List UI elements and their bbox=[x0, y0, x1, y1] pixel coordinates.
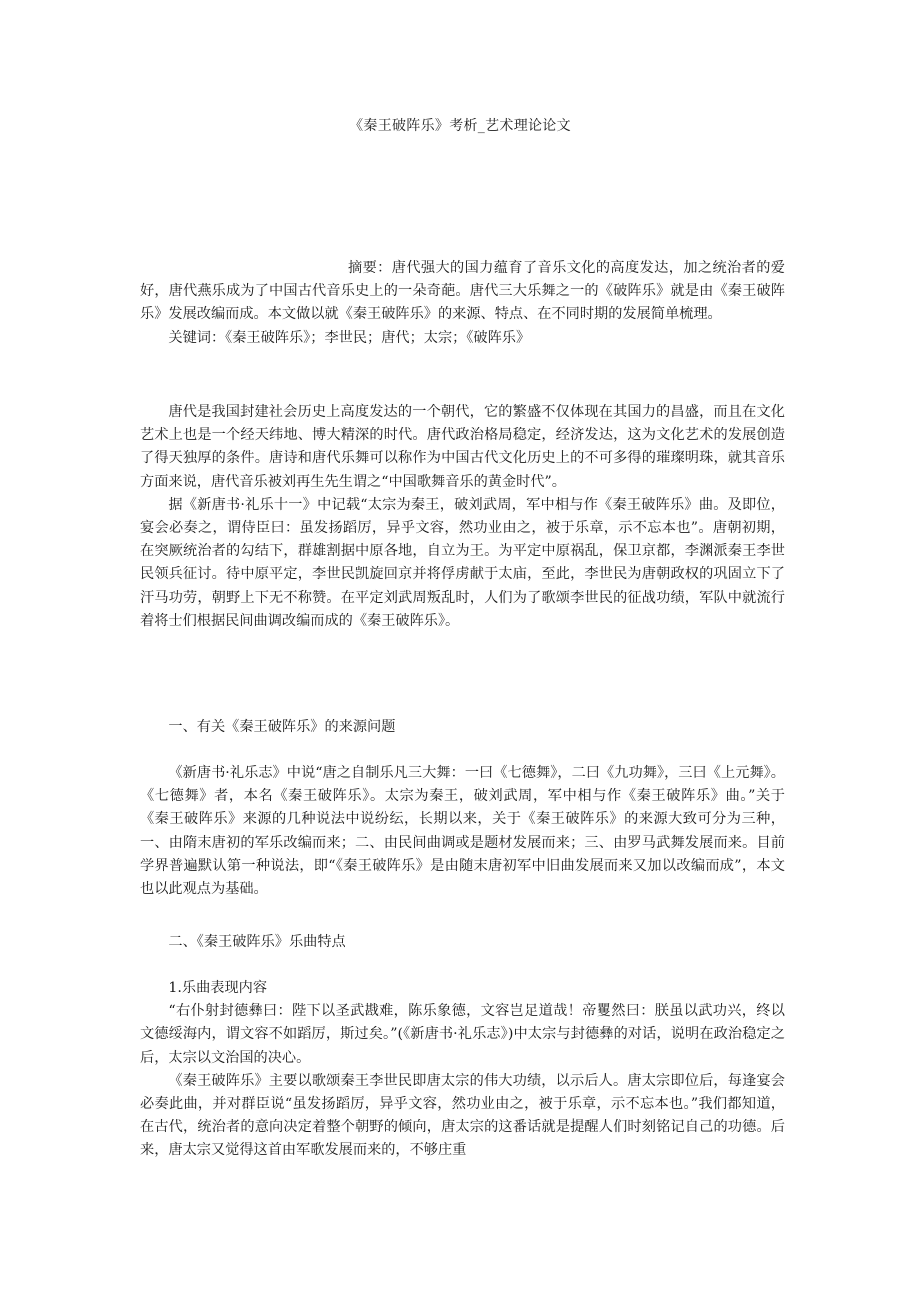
intro-paragraph-2: 据《新唐书·礼乐十一》中记载“太宗为秦王，破刘武周，军中相与作《秦王破阵乐》曲。及即位，宴会必奏之，谓侍臣曰：虽发扬蹈厉，异乎文容，然功业由之，被于乐章，示不忘本也”。唐朝初期，在突厥统治者的勾结下，群雄割据中原各地，自立为王。为平定中原祸乱，保卫京都，李渊派秦王李世民领兵征讨。待中原平定，李世民凯旋回京并将俘虏献于太庙，至此，李世民为唐朝政权的巩固立下了汗马功劳，朝野上下无不称赞。在平定刘武周叛乱时，人们为了歌颂李世民的征战功绩，军队中就流行着将士们根据民间曲调改编而成的《秦王破阵乐》。 bbox=[140, 496, 785, 629]
keywords-line: 关键词：《秦王破阵乐》；李世民；唐代；太宗；《破阵乐》 bbox=[168, 329, 531, 346]
abstract-paragraph: 摘要：唐代强大的国力蕴育了音乐文化的高度发达，加之统治者的爱好，唐代燕乐成为了中国古代音乐史上的一朵奇葩。唐代三大乐舞之一的《破阵乐》就是由《秦王破阵乐》发展改编而成。本文做以就《秦王破阵乐》的来源、特点、在不同时期的发展简单梳理。 bbox=[140, 260, 785, 323]
section-2-subheading-1: 1.乐曲表现内容 bbox=[168, 980, 268, 996]
section-1-paragraph-1: 《新唐书·礼乐志》中说“唐之自制乐凡三大舞：一曰《七德舞》，二曰《九功舞》，三曰《上元舞》。《七德舞》者，本名《秦王破阵乐》。太宗为秦王，破刘武周，军中相与作《秦王破阵乐》曲。”关于《秦王破阵乐》来源的几种说法中说纷纭，长期以来，关于《秦王破阵乐》的来源大致可分为三种，一、由隋末唐初的军乐改编而来；二、由民间曲调或是题材发展而来；三、由罗马武舞发展而来。目前学界普遍默认第一种说法，即“《秦王破阵乐》是由随末唐初军中旧曲发展而来又加以改编而成”，本文也以此观点为基础。 bbox=[140, 765, 785, 898]
section-2-heading-block bbox=[140, 931, 785, 954]
intro-paragraph-1: 唐代是我国封建社会历史上高度发达的一个朝代，它的繁盛不仅体现在其国力的昌盛，而且在文化艺术上也是一个经天纬地、博大精深的时代。唐代政治格局稳定，经济发达，这为文化艺术的发展创造了得天独厚的条件。唐诗和唐代乐舞可以称作为中国古代文化历史上的不可多得的璀璨明珠，就其音乐方面来说，唐代音乐被刘再生先生谓之“中国歌舞音乐的黄金时代”。 bbox=[140, 404, 785, 490]
section-1-block bbox=[140, 762, 785, 901]
section-1-heading-block bbox=[140, 716, 785, 739]
section-2-heading: 二、《秦王破阵乐》乐曲特点 bbox=[168, 934, 346, 950]
section-2-block bbox=[140, 977, 785, 1163]
intro-block bbox=[140, 401, 785, 633]
section-2-paragraph-1: “右仆射封德彝曰：陛下以圣武戡难，陈乐象德，文容岂足道哉！帝矍然曰：朕虽以武功兴，终以文德绥海内，谓文容不如蹈厉，斯过矣。”(《新唐书·礼乐志》)中太宗与封德彝的对话，说明在政治稳定之后，太宗以文治国的决心。 bbox=[140, 1003, 785, 1066]
section-1-heading: 一、有关《秦王破阵乐》的来源问题 bbox=[168, 719, 396, 735]
section-2-paragraph-2: 《秦王破阵乐》主要以歌颂秦王李世民即唐太宗的伟大功绩，以示后人。唐太宗即位后，每逢宴会必奏此曲，并对群臣说“虽发扬蹈厉，异乎文容，然功业由之，被于乐章，示不忘本也。”我们都知道，在古代，统治者的意向决定着整个朝野的倾向，唐太宗的这番话就是提醒人们时刻铭记自己的功德。后来，唐太宗又觉得这首由军歌发展而来的，不够庄重 bbox=[140, 1072, 785, 1159]
abstract-block bbox=[140, 257, 785, 350]
document-title: 《秦王破阵乐》考析_艺术理论论文 bbox=[349, 118, 571, 134]
